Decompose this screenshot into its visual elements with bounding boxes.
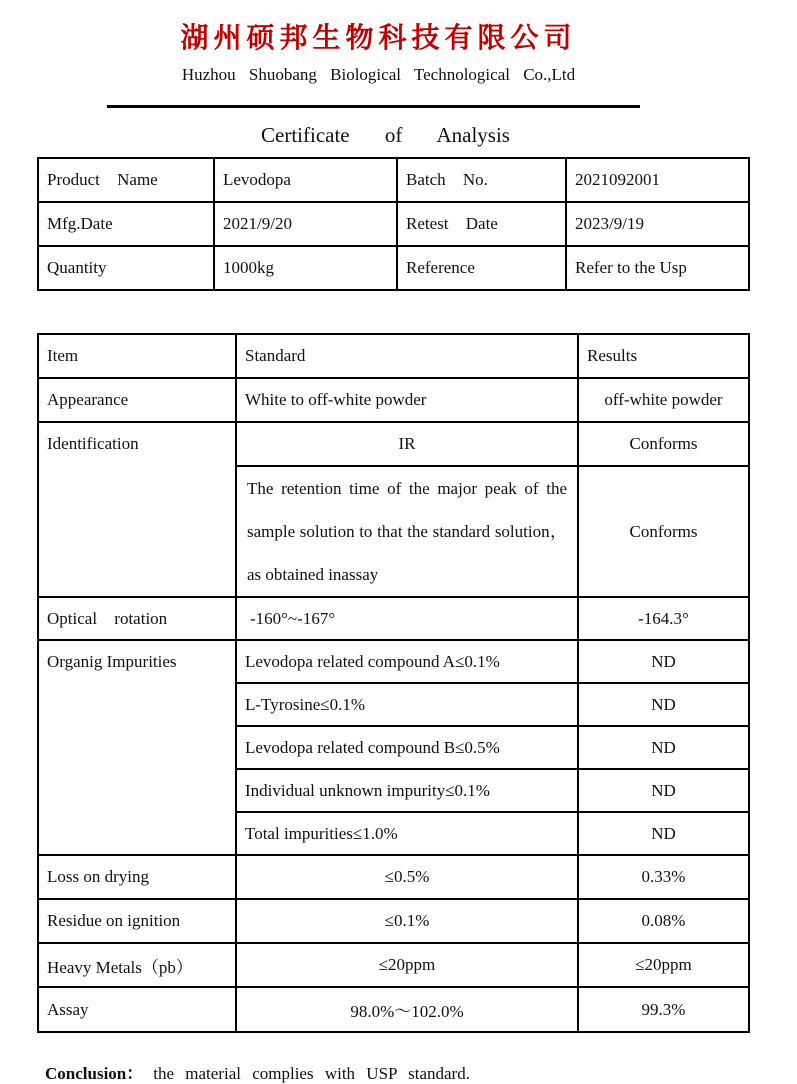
- impurity-total-result: ND: [578, 812, 749, 855]
- appearance-result: off-white powder: [578, 378, 749, 422]
- residue-on-ignition-item: Residue on ignition: [38, 899, 236, 943]
- mfg-date-label: Mfg.Date: [38, 202, 214, 246]
- identification-retention-result: Conforms: [578, 466, 749, 597]
- appearance-row: [38, 378, 749, 422]
- batch-no-value: 2021092001: [566, 158, 749, 202]
- info-row-product: [38, 158, 749, 202]
- heavy-metals-standard: ≤20ppm: [236, 943, 578, 987]
- reference-value: Refer to the Usp: [566, 246, 749, 290]
- item-column-header: Item: [38, 334, 236, 378]
- impurity-unknown-standard: Individual unknown impurity≤0.1%: [236, 769, 578, 812]
- analysis-results-table: [37, 333, 750, 1033]
- info-row-dates: [38, 202, 749, 246]
- identification-ir-result: Conforms: [578, 422, 749, 466]
- conclusion-text: the material complies with USP standard.: [153, 1064, 470, 1083]
- info-row-quantity: [38, 246, 749, 290]
- conclusion-label: Conclusion：: [45, 1064, 144, 1083]
- appearance-standard: White to off-white powder: [236, 378, 578, 422]
- results-header-row: [38, 334, 749, 378]
- impurity-row-compound-a: [38, 640, 749, 683]
- residue-on-ignition-row: [38, 899, 749, 943]
- quantity-value: 1000kg: [214, 246, 397, 290]
- product-info-table: [37, 157, 750, 291]
- impurity-tyrosine-result: ND: [578, 683, 749, 726]
- product-name-value: Levodopa: [214, 158, 397, 202]
- mfg-date-value: 2021/9/20: [214, 202, 397, 246]
- residue-on-ignition-standard: ≤0.1%: [236, 899, 578, 943]
- optical-rotation-item: Optical rotation: [38, 597, 236, 640]
- loss-on-drying-standard: ≤0.5%: [236, 855, 578, 899]
- impurity-unknown-result: ND: [578, 769, 749, 812]
- standard-column-header: Standard: [236, 334, 578, 378]
- impurity-compound-b-standard: Levodopa related compound B≤0.5%: [236, 726, 578, 769]
- assay-row: [38, 987, 749, 1032]
- impurity-total-standard: Total impurities≤1.0%: [236, 812, 578, 855]
- company-name-english: Huzhou Shuobang Biological Technological Co.,Ltd: [181, 65, 576, 84]
- impurity-compound-a-standard: Levodopa related compound A≤0.1%: [236, 640, 578, 683]
- loss-on-drying-row: [38, 855, 749, 899]
- residue-on-ignition-result: 0.08%: [578, 899, 749, 943]
- quantity-label: Quantity: [38, 246, 214, 290]
- assay-result: 99.3%: [578, 987, 749, 1032]
- appearance-item: Appearance: [38, 378, 236, 422]
- heavy-metals-item: Heavy Metals（pb）: [38, 943, 236, 987]
- identification-retention-standard: The retention time of the major peak of the sample solution to that the standard solution，as obtained inassay: [236, 466, 578, 597]
- impurity-compound-a-result: ND: [578, 640, 749, 683]
- impurity-compound-b-result: ND: [578, 726, 749, 769]
- optical-rotation-standard: -160°~-167°: [236, 597, 578, 640]
- document-title: Certificate of Analysis: [261, 123, 510, 147]
- assay-standard: 98.0%～102.0%: [236, 987, 578, 1032]
- loss-on-drying-result: 0.33%: [578, 855, 749, 899]
- assay-item: Assay: [38, 987, 236, 1032]
- header-divider-line: [107, 105, 640, 108]
- conclusion-line: [45, 1059, 797, 1084]
- optical-rotation-result: -164.3°: [578, 597, 749, 640]
- heavy-metals-row: [38, 943, 749, 987]
- identification-ir-standard: IR: [236, 422, 578, 466]
- identification-row-ir: [38, 422, 749, 466]
- loss-on-drying-item: Loss on drying: [38, 855, 236, 899]
- optical-rotation-row: [38, 597, 749, 640]
- retest-date-label: Retest Date: [397, 202, 566, 246]
- impurity-tyrosine-standard: L-Tyrosine≤0.1%: [236, 683, 578, 726]
- reference-label: Reference: [397, 246, 566, 290]
- batch-no-label: Batch No.: [397, 158, 566, 202]
- heavy-metals-result: ≤20ppm: [578, 943, 749, 987]
- results-column-header: Results: [578, 334, 749, 378]
- organic-impurities-item: Organig Impurities: [38, 640, 236, 855]
- retest-date-value: 2023/9/19: [566, 202, 749, 246]
- product-name-label: Product Name: [38, 158, 214, 202]
- company-name-chinese: 湖州硕邦生物科技有限公司: [180, 23, 577, 54]
- identification-item: Identification: [38, 422, 236, 597]
